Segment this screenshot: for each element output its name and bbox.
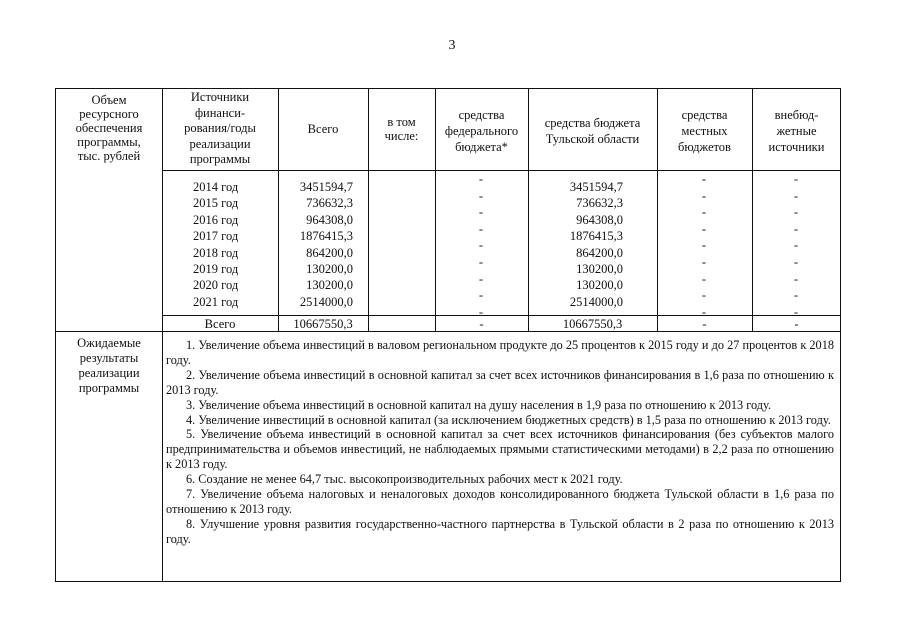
header-federal: средства федерального бюджета* [444,108,519,154]
federal-dash: - [478,221,484,236]
result-item: 3. Увеличение объема инвестиций в основной капитал на душу населения в 1,9 раза по отношению к 2013 году. [186,397,772,412]
header-offbudget: внебюд- жетные источники [768,108,825,154]
regional-value: 864200,0 [576,245,623,260]
total-value: 736632,3 [306,196,353,211]
sum-row-label: Всего [204,317,236,331]
header-regional: средства бюджета Тульской области [544,116,641,146]
total-value: 964308,0 [306,212,353,227]
sum-row-federal: - [479,317,484,331]
regional-value: 130200,0 [576,262,623,277]
offbudget-dash: - [793,288,799,303]
total-value: 864200,0 [306,245,353,260]
offbudget-dash: - [793,221,799,236]
federal-dash: - [478,238,484,253]
header-including: в том числе: [384,115,419,143]
local-dash: - [701,255,707,269]
results-label: Ожидаемые результаты реализации программы [77,336,141,395]
federal-dash: - [478,172,484,186]
result-item: 7. Увеличение объема налоговых и неналоговых доходов консолидированного бюджета Тульской области в 1,6 раза по отношению к 2013 году. [166,487,834,516]
header-total: Всего [307,122,339,136]
result-item: 4. Увеличение инвестиций в основной капитал (за исключением бюджетных средств) в 1,5 раза по отношению к 2013 году. [186,412,831,427]
federal-dash: - [478,188,484,203]
result-item: 2. Увеличение объема инвестиций в основной капитал за счет всех источников финансирования в 1,6 раза по отношению к 2013 году. [166,367,834,397]
header-divider [162,170,841,171]
local-dash: - [701,188,707,203]
offbudget-dash: - [793,255,799,269]
page-number: 3 [448,38,456,53]
regional-value: 736632,3 [576,196,623,211]
regional-value: 3451594,7 [569,180,623,194]
local-dash: - [701,288,707,303]
result-item: 8. Улучшение уровня развития государственно-частного партнерства в Тульской области в 2 раза по отношению к 2013 году. [166,516,834,546]
section-divider [55,331,841,332]
sum-row-regional: 10667550,3 [562,317,623,331]
regional-value: 964308,0 [576,212,623,227]
federal-dash: - [478,288,484,303]
offbudget-dash: - [793,271,799,286]
regional-value: 1876415,3 [569,229,623,244]
year-label: 2019 год [193,262,239,277]
sum-row-divider [162,315,841,316]
federal-dash: - [478,304,484,319]
local-dash: - [701,172,707,186]
offbudget-dash: - [793,238,799,253]
year-label: 2014 год [193,180,239,194]
sum-row-total: 10667550,3 [293,317,353,331]
year-label: 2017 год [193,229,239,244]
offbudget-dash: - [793,205,799,220]
total-value: 130200,0 [306,278,353,293]
totals-column [291,179,353,310]
total-value: 130200,0 [306,262,353,277]
header-local: средства местных бюджетов [678,108,731,154]
result-item: 6. Создание не менее 64,7 тыс. высокопроизводительных рабочих мест к 2021 году. [186,472,623,487]
year-label: 2021 год [193,294,239,309]
total-value: 3451594,7 [299,180,353,194]
sum-row-local: - [702,317,707,331]
federal-dash: - [478,255,484,269]
result-item: 5. Увеличение объема инвестиций в основной капитал за счет всех источников финансирования (без субъектов малого предпринимательства и объемов инвестиций, не наблюдаемых прямыми статистическими методами) в 2,2 раза по отношению к 2013 году. [166,427,834,472]
offbudget-dash: - [793,188,799,203]
federal-dash: - [478,271,484,286]
expected-results [166,338,834,547]
local-dash: - [701,221,707,236]
year-label: 2020 год [193,278,239,293]
federal-dash: - [478,205,484,220]
years-column [193,179,238,310]
offbudget-dash: - [793,304,799,319]
offbudget-dash: - [793,172,799,186]
local-dash: - [701,304,707,319]
total-value: 1876415,3 [299,229,353,244]
local-dash: - [701,205,707,220]
header-sources: Источники финанси- рования/годы реализации программы [184,90,256,166]
local-dash: - [701,271,707,286]
regional-value: 130200,0 [576,278,623,293]
regional-column [563,179,623,310]
regional-value: 2514000,0 [569,294,623,309]
total-value: 2514000,0 [299,294,353,309]
resources-label: Объем ресурсного обеспечения программы, тыс. рублей [75,93,143,163]
sum-row-offbudget: - [794,317,799,331]
local-dash: - [701,238,707,253]
year-label: 2015 год [193,196,239,211]
year-label: 2018 год [193,245,239,260]
result-item: 1. Увеличение объема инвестиций в валовом региональном продукте до 25 процентов к 2015 году и до 27 процентов к 2018 году. [166,338,834,367]
year-label: 2016 год [193,212,239,227]
